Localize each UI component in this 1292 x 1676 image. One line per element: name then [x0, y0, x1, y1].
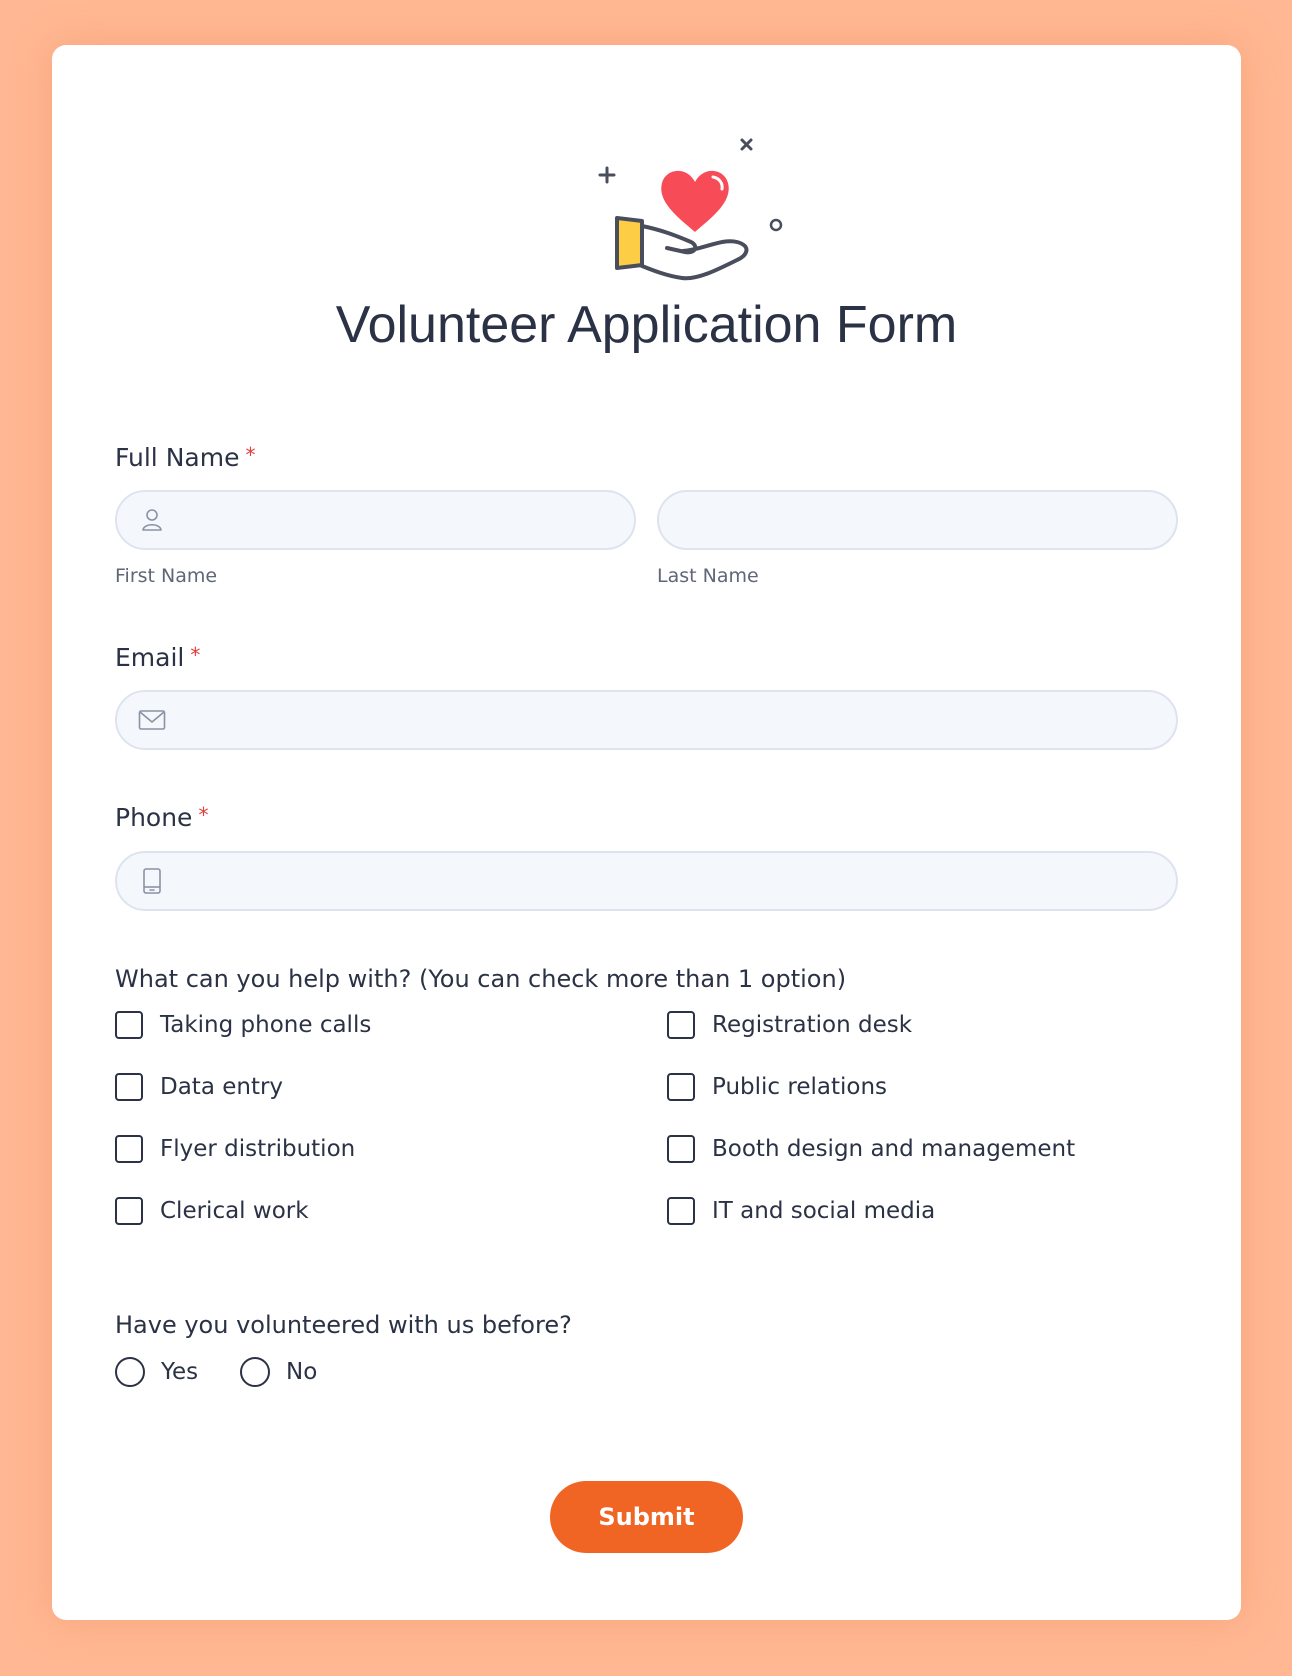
- email-label-text: Email: [115, 643, 185, 672]
- checkbox[interactable]: [667, 1073, 695, 1101]
- email-field[interactable]: [115, 690, 1178, 750]
- phone-icon: [137, 866, 167, 896]
- checkbox[interactable]: [667, 1011, 695, 1039]
- radio-option-no[interactable]: [240, 1357, 317, 1387]
- checkbox-label: Public relations: [712, 1074, 888, 1100]
- checkbox-label: Data entry: [160, 1074, 284, 1100]
- required-marker: *: [190, 643, 201, 667]
- checkbox-option-registration-desk[interactable]: [667, 1011, 912, 1039]
- checkbox[interactable]: [667, 1197, 695, 1225]
- checkbox-label: IT and social media: [712, 1198, 936, 1224]
- checkbox[interactable]: [115, 1135, 143, 1163]
- page-title: Volunteer Application Form: [335, 296, 958, 354]
- email-label: [115, 643, 200, 672]
- checkbox[interactable]: [115, 1073, 143, 1101]
- checkbox-option-booth-design[interactable]: [667, 1135, 1075, 1163]
- required-marker: *: [198, 803, 209, 827]
- phone-field[interactable]: [115, 851, 1178, 911]
- checkbox-option-taking-phone-calls[interactable]: [115, 1011, 371, 1039]
- help-question: What can you help with? (You can check more than 1 option): [115, 965, 847, 993]
- last-name-input[interactable]: [657, 490, 1178, 550]
- phone-label: [115, 803, 208, 832]
- checkbox-label: Flyer distribution: [160, 1136, 356, 1162]
- checkbox-label: Clerical work: [160, 1198, 309, 1224]
- checkbox-label: Taking phone calls: [160, 1012, 372, 1038]
- checkbox-label: Registration desk: [712, 1012, 913, 1038]
- radio-option-yes[interactable]: [115, 1357, 198, 1387]
- checkbox-option-public-relations[interactable]: [667, 1073, 887, 1101]
- last-name-sublabel: Last Name: [657, 565, 759, 587]
- phone-label-text: Phone: [115, 803, 193, 832]
- checkbox-option-it-social-media[interactable]: [667, 1197, 935, 1225]
- checkbox[interactable]: [667, 1135, 695, 1163]
- radio-label: Yes: [161, 1359, 199, 1385]
- checkbox-label: Booth design and management: [712, 1136, 1076, 1162]
- person-icon: [137, 505, 167, 535]
- full-name-label: [115, 443, 255, 472]
- checkbox[interactable]: [115, 1011, 143, 1039]
- radio-button[interactable]: [240, 1357, 270, 1387]
- checkbox-option-data-entry[interactable]: [115, 1073, 283, 1101]
- form-card: [52, 45, 1241, 1620]
- checkbox[interactable]: [115, 1197, 143, 1225]
- radio-label: No: [286, 1359, 318, 1385]
- heart-in-hand-icon: [587, 90, 787, 290]
- checkbox-option-clerical-work[interactable]: [115, 1197, 309, 1225]
- full-name-label-text: Full Name: [115, 443, 240, 472]
- submit-button[interactable]: Submit: [550, 1481, 743, 1553]
- first-name-sublabel: First Name: [115, 565, 218, 587]
- envelope-icon: [137, 705, 167, 735]
- radio-button[interactable]: [115, 1357, 145, 1387]
- volunteered-question: Have you volunteered with us before?: [115, 1311, 572, 1339]
- first-name-input[interactable]: [115, 490, 636, 550]
- required-marker: *: [245, 443, 256, 467]
- checkbox-option-flyer-distribution[interactable]: [115, 1135, 355, 1163]
